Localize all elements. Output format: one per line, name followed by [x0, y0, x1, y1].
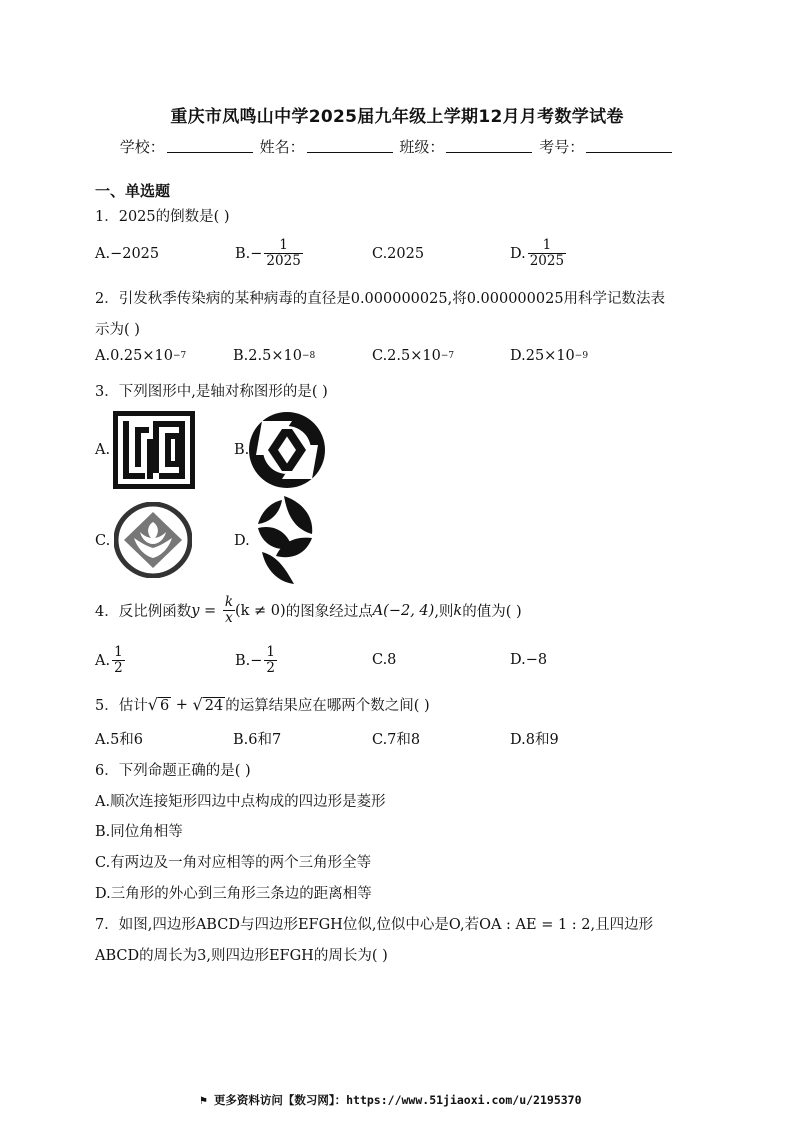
- footer-link[interactable]: [200, 1092, 620, 1108]
- q5-option-a: A.5和6: [95, 732, 144, 748]
- school-blank[interactable]: [167, 138, 253, 153]
- q2-a-base: A.0.25×10: [95, 348, 173, 364]
- q2-d-exponent: −9: [574, 351, 589, 361]
- q4-fraction-k: k: [224, 594, 233, 610]
- q3-figure-d-leaf-swirl-icon: [254, 494, 316, 586]
- q1-d-denominator: 2025: [529, 253, 565, 269]
- number-label: 考号：: [539, 138, 585, 156]
- q7-stem-line1: 7．如图,四边形ABCD与四边形EFGH位似,位似中心是O,若OA : AE = 1 : 2,且四边形: [95, 917, 654, 933]
- class-blank[interactable]: [446, 138, 532, 153]
- q3-label-c: C.: [95, 533, 111, 549]
- q4-function-fraction: [223, 595, 235, 626]
- q4-k-var: k: [453, 602, 463, 619]
- q1-b-fraction: [264, 238, 302, 269]
- q5-stem: [95, 694, 430, 715]
- q2-a-exponent: −7: [172, 351, 187, 361]
- q4-point: A(−2, 4): [372, 602, 435, 619]
- q4-stem: [95, 595, 522, 626]
- q2-b-exponent: −8: [301, 351, 316, 361]
- q4-option-b: [235, 645, 277, 676]
- q1-d-fraction: [528, 238, 566, 269]
- q5-sqrt-6: [148, 695, 171, 714]
- q3-label-b: B.: [234, 442, 250, 458]
- q6-option-d: D.三角形的外心到三角形三条边的距离相等: [95, 886, 372, 902]
- q4-condition: (k ≠ 0): [235, 602, 286, 619]
- q3-figure-a-maze-icon: [113, 411, 195, 489]
- name-blank[interactable]: [307, 138, 393, 153]
- q4-a-numerator: 1: [114, 644, 123, 660]
- q4-b-prefix: B.−: [235, 652, 263, 669]
- student-info-row: [0, 136, 794, 157]
- q2-c-exponent: −7: [440, 351, 455, 361]
- q2-option-a: [95, 348, 186, 364]
- q2-d-base: D.25×10: [510, 348, 575, 364]
- q4-fraction-x: x: [225, 610, 233, 626]
- q4-stem-end: 的值为( ): [462, 604, 522, 620]
- q2-options: [95, 348, 715, 378]
- q4-eq: =: [199, 602, 221, 619]
- q1-d-numerator: 1: [542, 237, 552, 253]
- q5-option-d: D.8和9: [510, 732, 559, 748]
- sqrt-icon: √: [147, 695, 158, 714]
- q6-option-a: A.顺次连接矩形四边中点构成的四边形是菱形: [95, 794, 386, 810]
- q1-b-denominator: 2025: [266, 253, 301, 269]
- q5-stem-post: 的运算结果应在哪两个数之间( ): [225, 698, 430, 714]
- class-label: 班级：: [399, 138, 445, 156]
- q5-radicand-2: 24: [204, 698, 224, 714]
- q4-stem-pre: 4．反比例函数: [95, 604, 192, 620]
- q4-option-c: C.8: [372, 652, 397, 668]
- q6-option-c: C.有两边及一角对应相等的两个三角形全等: [95, 855, 372, 871]
- q4-a-prefix: A.: [95, 652, 111, 669]
- q1-option-c: C.2025: [372, 246, 425, 262]
- q3-label-a: A.: [95, 442, 111, 458]
- q6-stem: 6．下列命题正确的是( ): [95, 763, 251, 779]
- q3-label-d: D.: [234, 533, 250, 549]
- q3-figure-c-hands-emblem-icon: [114, 502, 192, 578]
- q5-sqrt-24: [193, 695, 226, 714]
- q2-option-d: [510, 348, 588, 364]
- q1-option-a: A.−2025: [95, 246, 160, 262]
- q1-stem: 1．2025的倒数是( ): [95, 209, 230, 225]
- q4-b-fraction: [264, 645, 277, 676]
- q2-stem-line1: 2．引发秋季传染病的某种病毒的直径是0.000000025,将0.000000025用科学记数法表: [95, 291, 666, 307]
- q1-d-prefix: D.: [510, 245, 526, 262]
- q5-option-b: B.6和7: [233, 732, 282, 748]
- q2-c-base: C.2.5×10: [372, 348, 441, 364]
- q4-b-denominator: 2: [266, 660, 276, 676]
- q1-b-numerator: 1: [279, 237, 288, 253]
- q4-option-a: [95, 645, 125, 676]
- q5-option-c: C.7和8: [372, 732, 421, 748]
- q7-stem-line2: ABCD的周长为3,则四边形EFGH的周长为( ): [95, 948, 388, 964]
- name-label: 姓名：: [259, 138, 305, 156]
- q4-y: y: [191, 602, 200, 619]
- section-heading: 一、单选题: [95, 182, 171, 200]
- q4-stem-mid: 的图象经过点: [285, 604, 373, 620]
- q6-option-b: B.同位角相等: [95, 824, 183, 840]
- q3-stem: 3．下列图形中,是轴对称图形的是( ): [95, 384, 328, 400]
- q2-stem-line2: 示为( ): [95, 322, 140, 338]
- school-label: 学校：: [119, 138, 165, 156]
- exam-title: 重庆市凤鸣山中学2025届九年级上学期12月月考数学试卷: [170, 107, 624, 127]
- q1-option-b: [235, 238, 303, 269]
- q5-options: [95, 728, 715, 758]
- q5-stem-pre: 5．估计: [95, 698, 148, 714]
- q1-b-prefix: B.−: [235, 245, 263, 262]
- q2-option-b: [233, 348, 315, 364]
- q2-b-base: B.2.5×10: [233, 348, 302, 364]
- flag-icon: ⚑: [200, 1093, 214, 1107]
- q2-option-c: [372, 348, 454, 364]
- q4-a-fraction: [112, 645, 125, 676]
- q4-a-denominator: 2: [114, 660, 123, 676]
- number-blank[interactable]: [586, 138, 672, 153]
- sqrt-icon: √: [192, 695, 203, 714]
- q1-option-d: [510, 238, 566, 269]
- q1-options: [95, 238, 715, 268]
- q4-stem-post: ,则: [434, 604, 454, 620]
- q4-b-numerator: 1: [266, 644, 276, 660]
- q5-plus: +: [171, 696, 193, 713]
- q3-figure-b-logo-icon: [248, 411, 326, 489]
- q4-option-d: D.−8: [510, 652, 548, 668]
- q4-options: [95, 645, 715, 675]
- footer-text: 更多资料访问【数习网】：https://www.51jiaoxi.com/u/2195370: [213, 1093, 582, 1107]
- q5-radicand-1: 6: [159, 698, 170, 714]
